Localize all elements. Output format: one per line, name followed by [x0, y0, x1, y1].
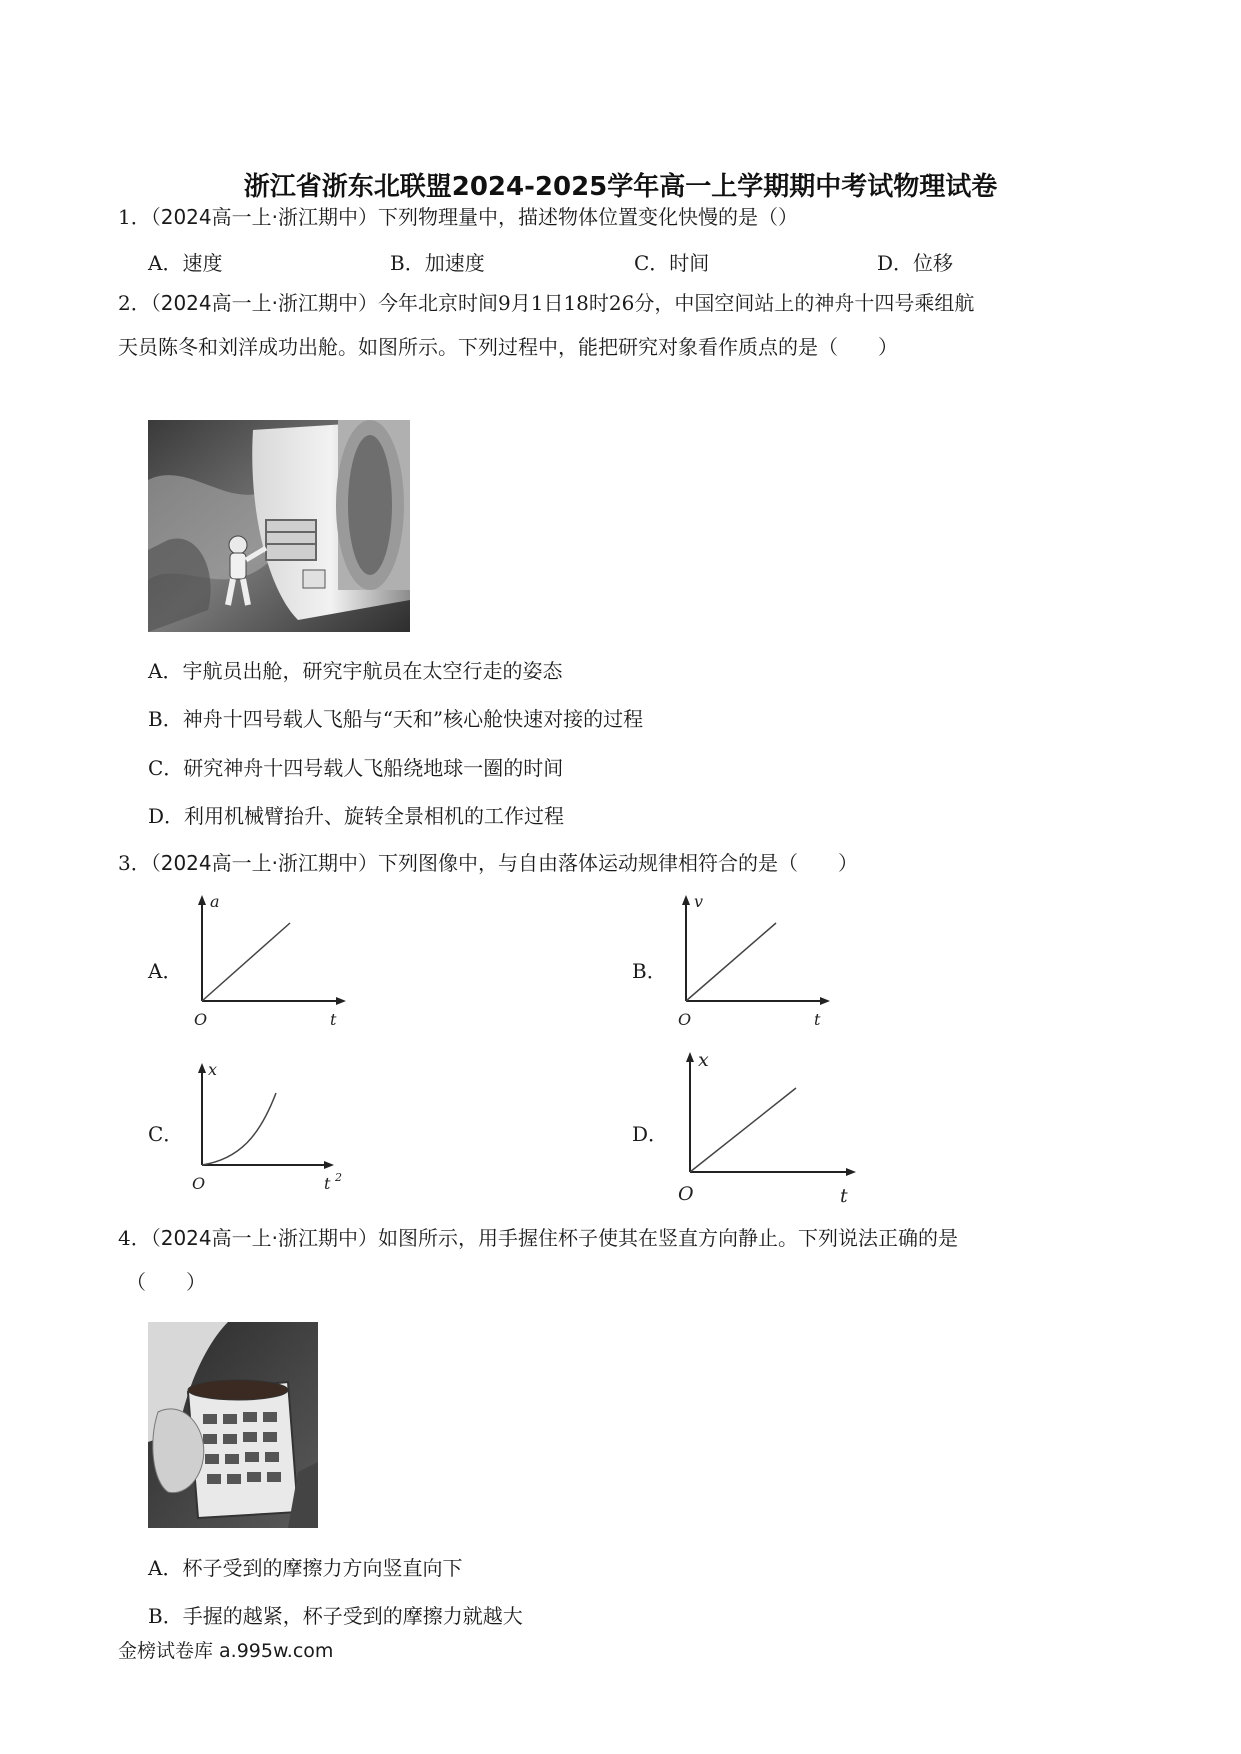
- graph-c-x-superscript: 2: [335, 1171, 342, 1184]
- graph-c-x-label: t: [324, 1174, 331, 1193]
- cup-photo: [148, 1322, 318, 1532]
- graph-a-y-label: a: [210, 893, 220, 911]
- graph-a: [180, 893, 350, 1037]
- spacewalk-photo: [148, 420, 410, 636]
- question-2-stem: [118, 289, 974, 317]
- graph-d-label: D．: [632, 1122, 669, 1146]
- graph-d-origin: O: [678, 1183, 694, 1205]
- graph-b: [664, 893, 834, 1037]
- question-2-number: 2．: [118, 291, 151, 315]
- question-2-option-a: A．宇航员出舱，研究宇航员在太空行走的姿态: [148, 659, 563, 683]
- question-3-tag: （2024高一上·浙江期中）: [150, 851, 378, 875]
- question-1-option-c: C．时间: [634, 251, 710, 275]
- question-4-number: 4．: [118, 1226, 151, 1250]
- question-4-text: 如图所示，用手握住杯子使其在竖直方向静止。下列说法正确的是: [378, 1226, 958, 1250]
- question-3-stem: [118, 849, 858, 877]
- page-title: 浙江省浙东北联盟2024-2025学年高一上学期期中考试物理试卷: [243, 172, 998, 202]
- question-2-text-line1: 今年北京时间9月1日18时26分，中国空间站上的神舟十四号乘组航: [378, 291, 975, 315]
- graph-d-x-label: t: [840, 1185, 848, 1207]
- question-4-option-a: A．杯子受到的摩擦力方向竖直向下: [148, 1556, 463, 1580]
- graph-c-origin: O: [192, 1174, 206, 1193]
- graph-a-label: A．: [148, 959, 183, 983]
- question-2-text-line2: 天员陈冬和刘洋成功出舱。如图所示。下列过程中，能把研究对象看作质点的是（ ）: [118, 335, 898, 359]
- graph-b-x-label: t: [814, 1010, 821, 1029]
- graph-a-origin: O: [194, 1010, 208, 1029]
- question-1-option-d: D．位移: [877, 251, 954, 275]
- question-2-option-d: D．利用机械臂抬升、旋转全景相机的工作过程: [148, 804, 565, 828]
- graph-b-origin: O: [678, 1010, 692, 1029]
- graph-c-label: C．: [148, 1122, 184, 1146]
- question-2-option-c: C．研究神舟十四号载人飞船绕地球一圈的时间: [148, 756, 564, 780]
- question-2-tag: （2024高一上·浙江期中）: [150, 291, 378, 315]
- graph-b-curve: [686, 923, 776, 1001]
- graph-b-y-label: v: [694, 893, 704, 911]
- question-3-number: 3．: [118, 851, 151, 875]
- question-4-stem: [118, 1224, 958, 1252]
- question-3-text: 下列图像中，与自由落体运动规律相符合的是（ ）: [378, 851, 858, 875]
- question-4-option-b: B．手握的越紧，杯子受到的摩擦力就越大: [148, 1604, 523, 1628]
- question-1-number: 1．: [118, 205, 151, 229]
- question-1-stem: [118, 203, 798, 231]
- question-1-tag: （2024高一上·浙江期中）: [150, 205, 378, 229]
- question-4-paren: （ ）: [126, 1270, 206, 1294]
- question-1-text: 下列物理量中，描述物体位置变化快慢的是（）: [378, 205, 798, 229]
- footer-source: 金榜试卷库 a.995w.com: [118, 1640, 334, 1662]
- question-1-option-a: A．速度: [148, 251, 223, 275]
- graph-a-x-label: t: [330, 1010, 337, 1029]
- question-2-option-b: B．神舟十四号载人飞船与“天和”核心舱快速对接的过程: [148, 707, 644, 731]
- graph-d: [664, 1048, 864, 1212]
- question-1-option-b: B．加速度: [390, 251, 485, 275]
- graph-a-curve: [202, 923, 290, 1001]
- graph-d-y-label: x: [698, 1049, 709, 1071]
- graph-c: [180, 1055, 350, 1199]
- question-4-tag: （2024高一上·浙江期中）: [150, 1226, 378, 1250]
- graph-c-y-label: x: [208, 1060, 218, 1079]
- graph-d-curve: [690, 1088, 796, 1172]
- graph-c-curve: [202, 1093, 276, 1165]
- graph-b-label: B．: [632, 959, 667, 983]
